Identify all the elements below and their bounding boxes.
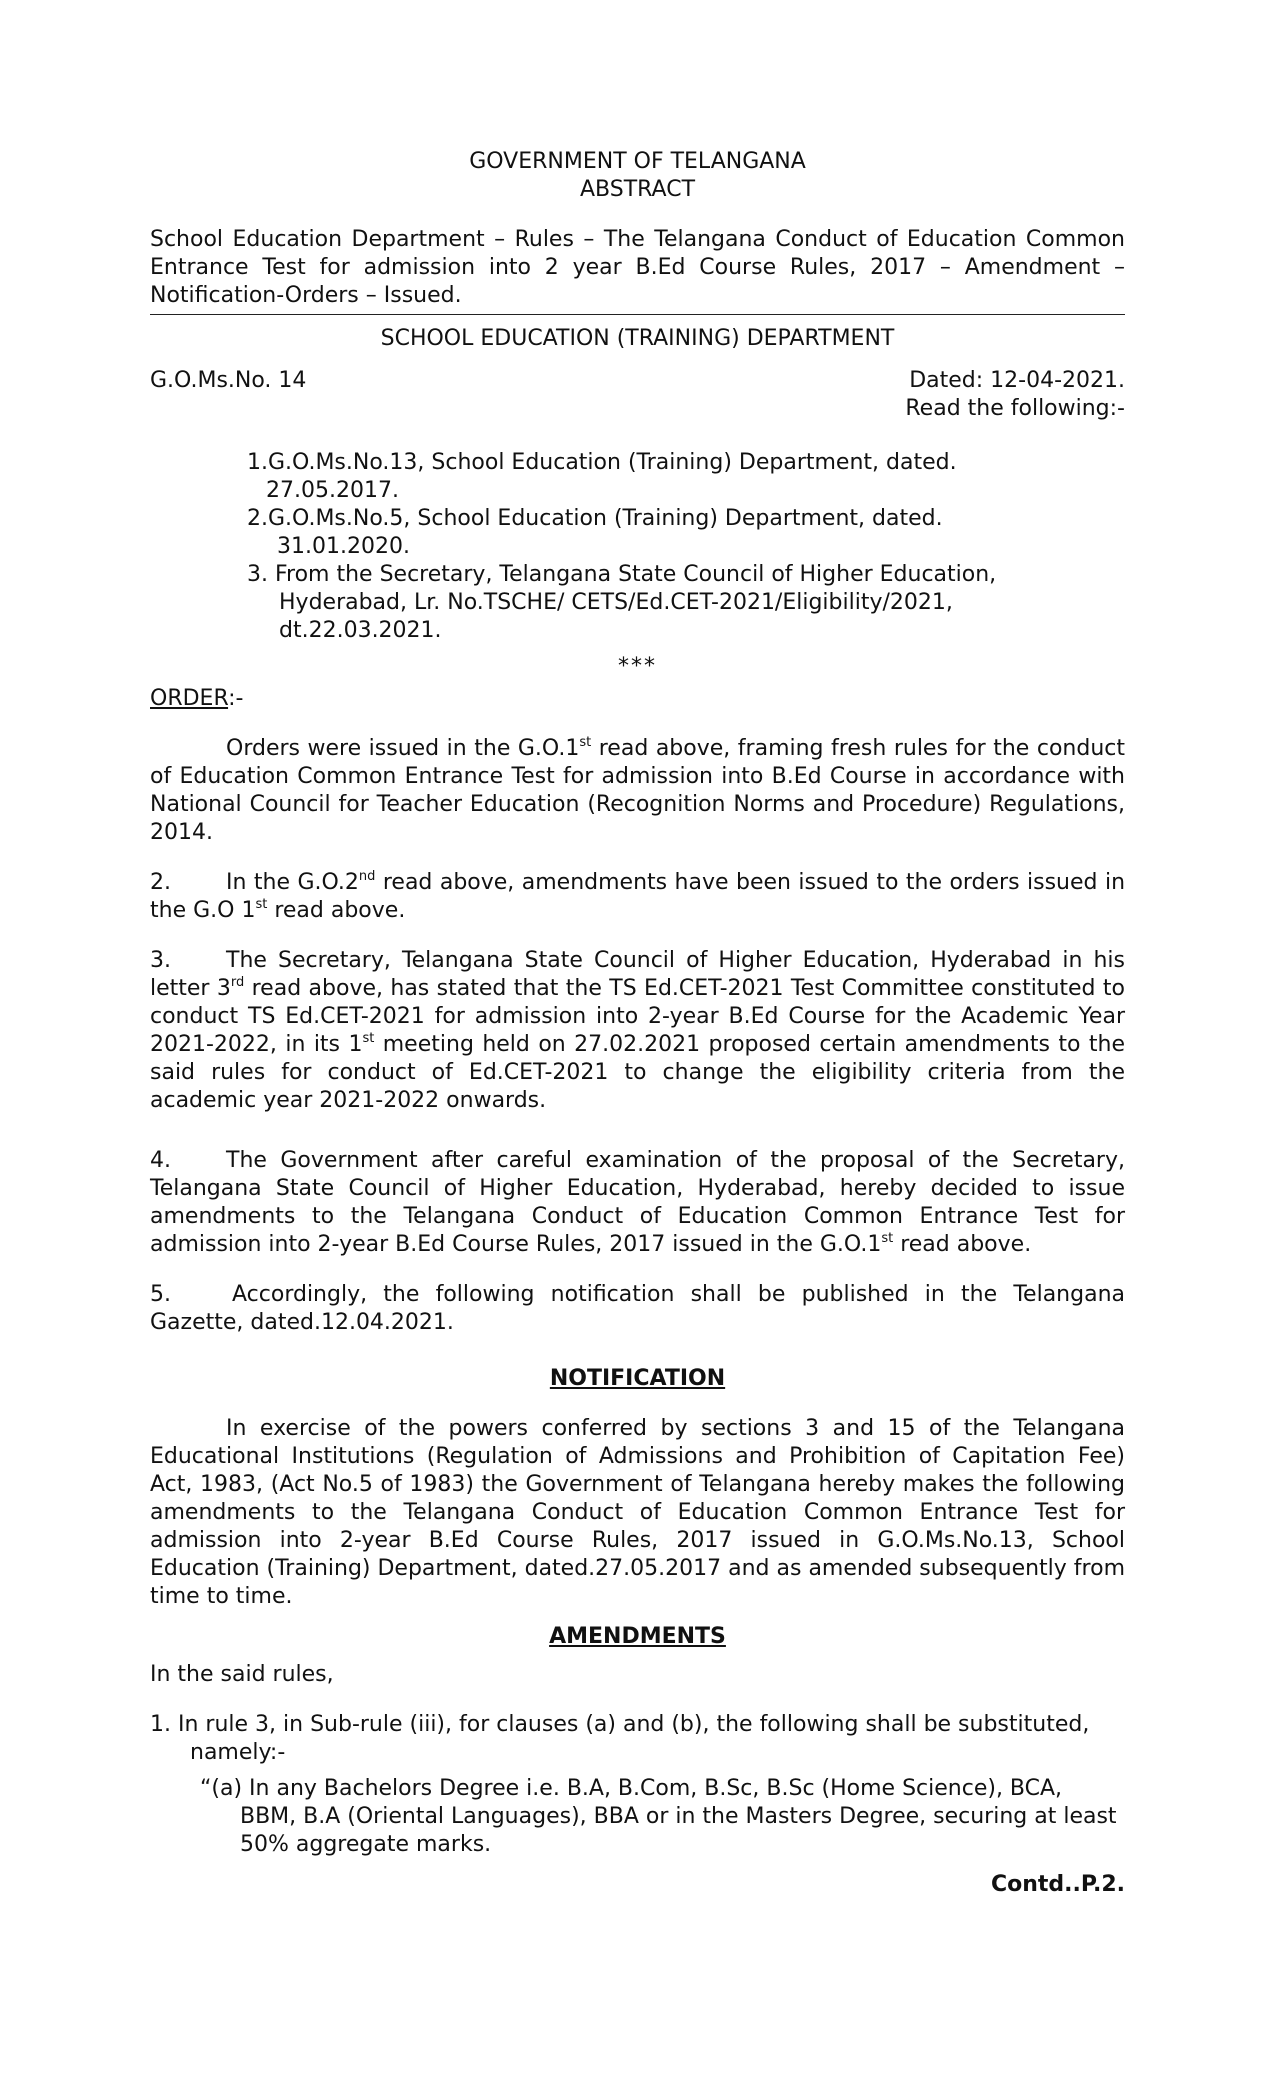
paragraph-number: 3. bbox=[150, 948, 171, 973]
reference-item bbox=[247, 505, 1125, 561]
paragraph-text: Orders were issued in the G.O.1 bbox=[226, 736, 580, 761]
paragraph-text: meeting held on 27.02.2021 proposed certain amendments to the said rules for conduct of Ed.CET-2021 to change the eligibility criteria from the academic year 2021-2022 onwards. bbox=[150, 1032, 1126, 1113]
subject-text: School Education Department – Rules – The Telangana Conduct of Education Common Entrance Test for admission into 2 year B.Ed Course Rules, 2017 – Amendment – Notification-Orders – Issued. bbox=[150, 227, 1125, 308]
superscript: st bbox=[881, 1231, 894, 1246]
reference-item bbox=[247, 449, 1125, 505]
amendment-item-1: 1. In rule 3, in Sub-rule (iii), for clauses (a) and (b), the following shall be substituted, namely:- bbox=[150, 1712, 1090, 1765]
notification-heading: NOTIFICATION bbox=[549, 1366, 726, 1391]
paragraph-text: read above, amendments have been issued to the orders issued in the G.O 1 bbox=[150, 870, 1126, 923]
superscript: rd bbox=[230, 975, 245, 990]
superscript: st bbox=[579, 735, 592, 750]
paragraph-text: The Government after careful examination of the proposal of the Secretary, Telangana State Council of Higher Education, Hyderabad, hereby decided to issue amendments to the Telangana Conduct of Education Common Entrance Test for admission into 2-year B.Ed Course Rules, 2017 issued in the G.O.1 bbox=[150, 1148, 1125, 1257]
superscript: nd bbox=[358, 869, 376, 884]
superscript: st bbox=[255, 897, 268, 912]
paragraph-text: read above, has stated that the TS Ed.CET-2021 Test Committee constituted to conduct TS Ed.CET-2021 for admission into 2-year B.Ed Course for the Academic Year 2021-2022, in its 1 bbox=[150, 976, 1125, 1057]
go-date: Dated: 12-04-2021. bbox=[909, 368, 1125, 393]
reference-line: 27.05.2017. bbox=[266, 478, 399, 503]
paragraph-text: In the G.O.2 bbox=[226, 870, 359, 895]
divider-line bbox=[150, 314, 1125, 315]
go-row bbox=[150, 367, 1125, 395]
continued-note: Contd..P.2. bbox=[990, 1872, 1125, 1897]
order-suffix: :- bbox=[228, 686, 244, 711]
government-title: GOVERNMENT OF TELANGANA bbox=[469, 149, 806, 174]
paragraph-3 bbox=[150, 947, 1125, 1115]
paragraph-1 bbox=[150, 735, 1125, 847]
paragraph-4 bbox=[150, 1147, 1125, 1259]
reference-line: Hyderabad, Lr. No.TSCHE/ CETS/Ed.CET-2021/Eligibility/2021, bbox=[279, 590, 953, 615]
document-page bbox=[150, 148, 1125, 1899]
reference-line: 31.01.2020. bbox=[277, 534, 410, 559]
paragraph-text: Accordingly, the following notification shall be published in the Telangana Gazette, dated.12.04.2021. bbox=[150, 1282, 1125, 1335]
department-name: SCHOOL EDUCATION (TRAINING) DEPARTMENT bbox=[380, 326, 895, 351]
said-rules-text: In the said rules, bbox=[150, 1662, 334, 1687]
paragraph-2 bbox=[150, 869, 1125, 925]
abstract-title: ABSTRACT bbox=[579, 177, 696, 202]
reference-line: 1.G.O.Ms.No.13, School Education (Training) Department, dated. bbox=[247, 450, 957, 475]
notification-text: In exercise of the powers conferred by sections 3 and 15 of the Telangana Educational Institutions (Regulation of Admissions and Prohibition of Capitation Fee) Act, 1983, (Act No.5 of 1983) the Government of Telangana hereby makes the following amendments to the Telangana Conduct of Education Common Entrance Test for admission into 2-year B.Ed Course Rules, 2017 issued in G.O.Ms.No.13, School Education (Training) Department, dated.27.05.2017 and as amended subsequently from time to time. bbox=[150, 1416, 1125, 1609]
read-following: Read the following:- bbox=[905, 396, 1125, 421]
clause-a: “(a) In any Bachelors Degree i.e. B.A, B.Com, B.Sc, B.Sc (Home Science), BCA, BBM, B.A (Oriental Languages), BBA or in the Masters Degree, securing at least 50% aggregate marks. bbox=[200, 1776, 1117, 1857]
paragraph-5 bbox=[150, 1281, 1125, 1337]
superscript: st bbox=[362, 1031, 375, 1046]
reference-line: dt.22.03.2021. bbox=[279, 618, 442, 643]
order-heading bbox=[150, 685, 1125, 713]
reference-line: 2.G.O.Ms.No.5, School Education (Training) Department, dated. bbox=[247, 506, 943, 531]
reference-item bbox=[247, 561, 1125, 645]
reference-line: 3. From the Secretary, Telangana State Council of Higher Education, bbox=[247, 562, 997, 587]
go-number: G.O.Ms.No. 14 bbox=[150, 368, 307, 393]
paragraph-text: read above, framing fresh rules for the conduct of Education Common Entrance Test for admission into B.Ed Course in accordance with National Council for Teacher Education (Recognition Norms and Procedure) Regulations, 2014. bbox=[150, 736, 1125, 845]
paragraph-number: 4. bbox=[150, 1148, 171, 1173]
paragraph-number: 5. bbox=[150, 1282, 171, 1307]
paragraph-text: The Secretary, Telangana State Council of Higher Education, Hyderabad in his letter 3 bbox=[150, 948, 1125, 1001]
separator-stars: *** bbox=[618, 654, 657, 679]
order-label: ORDER bbox=[150, 686, 229, 711]
paragraph-text: read above. bbox=[267, 898, 406, 923]
amendments-heading: AMENDMENTS bbox=[549, 1624, 726, 1649]
paragraph-number: 2. bbox=[150, 870, 171, 895]
references-list bbox=[150, 449, 1125, 645]
paragraph-text: read above. bbox=[893, 1232, 1032, 1257]
